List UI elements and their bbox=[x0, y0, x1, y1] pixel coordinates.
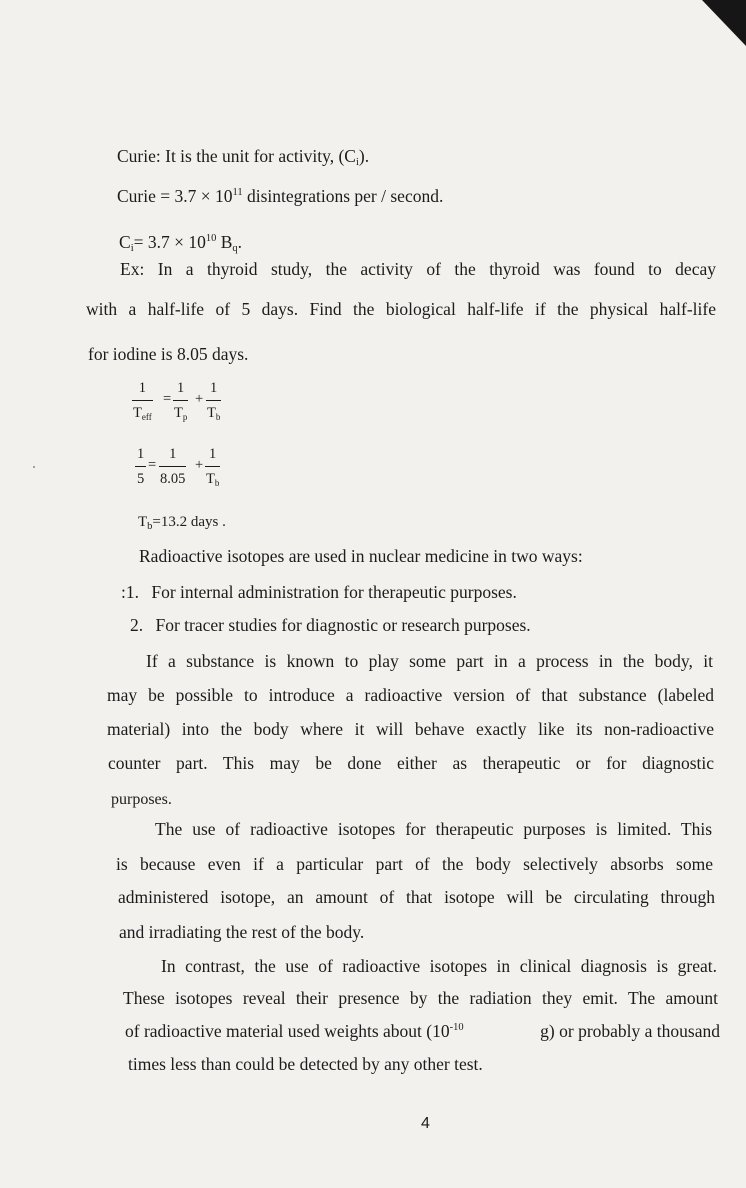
paragraph-line: times less than could be detected by any other test. bbox=[128, 1054, 483, 1074]
p3-line3-end: g) or probably a thousand bbox=[540, 1021, 720, 1041]
example-line-2: with a half-life of 5 days. Find the biological half-life if the physical half-life bbox=[86, 299, 716, 319]
eq2-plus: + bbox=[195, 457, 204, 473]
eq1-rhs-den bbox=[206, 405, 221, 422]
paragraph-line: may be possible to introduce a radioactive version of that substance (labeled bbox=[107, 685, 714, 705]
isotopes-intro: Radioactive isotopes are used in nuclear medicine in two ways: bbox=[139, 546, 583, 566]
ci-exp: 10 bbox=[205, 233, 217, 244]
fraction-1-805 bbox=[159, 446, 186, 488]
p3-line3-text: of radioactive material used weights about (10 bbox=[125, 1021, 450, 1041]
ci-unit: B bbox=[216, 232, 233, 252]
eq1-mid-bar bbox=[173, 400, 188, 401]
p3-line3-exp: -10 bbox=[449, 1022, 464, 1033]
list-marker: 2. bbox=[130, 615, 144, 635]
eq2-lhs-num: 1 bbox=[137, 446, 145, 462]
eq2-rhs-bar bbox=[205, 466, 220, 467]
paragraph-line: and irradiating the rest of the body. bbox=[119, 922, 365, 942]
eq2-lhs-bar bbox=[135, 466, 146, 467]
ci-end: . bbox=[237, 232, 243, 252]
curie-def-text: Curie: It is the unit for activity, (C bbox=[117, 146, 356, 166]
paragraph-line: material) into the body where it will behave exactly like its non-radioactive bbox=[107, 719, 714, 739]
eq2-equals: = bbox=[148, 457, 157, 473]
eq1-plus: + bbox=[195, 391, 204, 407]
curie-value-unit: disintegrations per / second. bbox=[242, 186, 444, 206]
eq2-rhs-den bbox=[205, 471, 220, 488]
paragraph-line: counter part. This may be done either as therapeutic or for diagnostic bbox=[108, 753, 714, 773]
curie-value-text: Curie = 3.7 × 10 bbox=[117, 186, 233, 206]
ci-value: = 3.7 × 10 bbox=[133, 232, 206, 252]
fraction-1-tp bbox=[173, 380, 188, 422]
p3-line3-left bbox=[125, 1020, 464, 1042]
eq2-mid-num: 1 bbox=[169, 446, 177, 462]
eq1-lhs-num: 1 bbox=[138, 380, 146, 396]
ci-unit-sub: q bbox=[232, 243, 238, 254]
paragraph-line: purposes. bbox=[111, 791, 172, 808]
eq2-mid-den: 8.05 bbox=[160, 471, 186, 487]
eq2-rhs-den-t: T bbox=[206, 471, 215, 487]
curie-def-end: ). bbox=[358, 146, 370, 166]
paragraph-line: If a substance is known to play some part in a process in the body, it bbox=[146, 651, 713, 671]
fraction-1-tb bbox=[206, 380, 221, 422]
paragraph-line-with-exponent bbox=[125, 1020, 720, 1042]
eq1-mid-num: 1 bbox=[177, 380, 185, 396]
fraction-1-5 bbox=[135, 446, 146, 488]
example-line-3: for iodine is 8.05 days. bbox=[88, 344, 249, 364]
fraction-1-tb-2 bbox=[205, 446, 220, 488]
curie-def-sub: i bbox=[355, 157, 359, 168]
paragraph-line: These isotopes reveal their presence by the radiation they emit. The amount bbox=[123, 988, 718, 1008]
page-number: 4 bbox=[421, 1115, 430, 1132]
ci-sub: i bbox=[130, 243, 134, 254]
paragraph-line: is because even if a particular part of the body selectively absorbs some bbox=[116, 854, 713, 874]
eq1-mid-den-sub: p bbox=[182, 412, 188, 422]
paragraph-line: In contrast, the use of radioactive isotopes in clinical diagnosis is great. bbox=[161, 956, 717, 976]
eq1-lhs-bar bbox=[132, 400, 153, 401]
list-item bbox=[121, 581, 517, 603]
fraction-1-teff bbox=[132, 380, 153, 422]
scan-speck bbox=[33, 466, 35, 468]
list-marker: :1. bbox=[121, 582, 139, 602]
result-sub: b bbox=[147, 521, 153, 532]
eq2-lhs-den: 5 bbox=[137, 471, 145, 487]
curie-value-exp: 11 bbox=[232, 187, 243, 198]
eq2-rhs-num: 1 bbox=[209, 446, 217, 462]
result-value: =13.2 days . bbox=[152, 514, 226, 530]
list-item-text: For internal administration for therapeutic purposes. bbox=[151, 582, 517, 602]
eq1-mid-den-t: T bbox=[174, 405, 183, 421]
paragraph-line: The use of radioactive isotopes for therapeutic purposes is limited. This bbox=[155, 819, 712, 839]
eq1-rhs-bar bbox=[206, 400, 221, 401]
eq1-rhs-den-sub: b bbox=[215, 412, 221, 422]
eq1-lhs-den bbox=[132, 405, 153, 422]
eq1-rhs-num: 1 bbox=[210, 380, 218, 396]
list-item bbox=[130, 614, 531, 636]
page-corner-mark bbox=[702, 0, 746, 46]
list-item-text: For tracer studies for diagnostic or research purposes. bbox=[155, 615, 531, 635]
example-line-1: Ex: In a thyroid study, the activity of the thyroid was found to decay bbox=[120, 259, 716, 279]
eq1-rhs-den-t: T bbox=[207, 405, 216, 421]
paragraph-line: administered isotope, an amount of that isotope will be circulating through bbox=[118, 887, 715, 907]
eq1-lhs-den-t: T bbox=[133, 405, 142, 421]
result-line bbox=[138, 511, 226, 533]
eq2-rhs-den-sub: b bbox=[214, 478, 220, 488]
eq2-mid-bar bbox=[159, 466, 186, 467]
eq1-equals: = bbox=[163, 391, 172, 407]
eq1-mid-den bbox=[173, 405, 188, 422]
curie-definition bbox=[117, 145, 369, 167]
result-symbol: T bbox=[138, 514, 148, 530]
ci-symbol: C bbox=[119, 232, 131, 252]
eq1-lhs-den-sub: eff bbox=[141, 412, 152, 422]
ci-becquerel bbox=[119, 231, 242, 253]
curie-value bbox=[117, 185, 443, 207]
